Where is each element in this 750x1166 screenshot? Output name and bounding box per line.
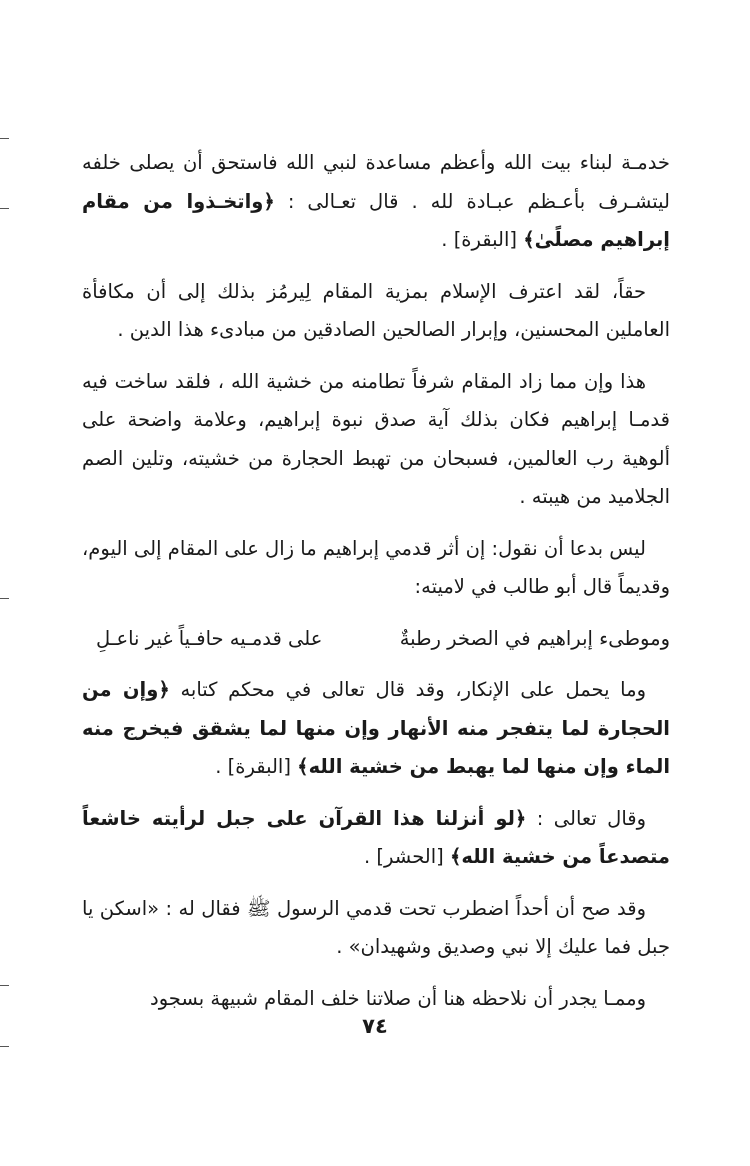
paragraph [82, 890, 670, 967]
poem-verse [82, 620, 670, 659]
paragraph [82, 144, 670, 260]
text-run: خدمـة لبناء بيت الله وأعظم مساعدة لنبي الله فاستحق أن يصلى خلفه ليتشـرف بأعـظم عبـادة لله . قال تعـالى : [82, 151, 670, 213]
paragraph [82, 671, 670, 787]
page-edge-mark [0, 208, 9, 209]
page-body-text [82, 144, 670, 1018]
text-run: وما يحمل على الإنكار، وقد قال تعالى في محكم كتابه [169, 678, 646, 701]
surah-reference: [البقرة] . [215, 755, 298, 778]
poem-first-hemistich: وموطىء إبراهيم في الصخر رطبةٌ [399, 626, 670, 650]
text-run: وقال تعالى : [526, 806, 647, 830]
quran-verse: ﴿واتخـذوا من مقام إبراهيم مصلًىٰ﴾ [82, 189, 670, 251]
text-run: ليس بدعا أن نقول: إن أثر قدمي إبراهيم ما زال على المقام إلى اليوم، وقديماً قال أبو طالب في لاميته: [82, 536, 670, 598]
quran-verse: ﴿وإن من الحجارة لما يتفجر منه الأنهار وإن منها لما يشقق فيخرج منه الماء وإن منها لما يهبط من خشية الله﴾ [82, 678, 670, 778]
text-run: حقاً، لقد اعترف الإسلام بمزية المقام لِيرمُز بذلك إلى أن مكافأة العاملين المحسنين، وإبرار الصالحين الصادقين من مبادىء هذا الدين . [82, 279, 670, 341]
page-edge-mark [0, 138, 9, 139]
surah-reference: [الحشر] . [364, 845, 450, 868]
surah-reference: [البقرة] . [441, 228, 524, 251]
text-run: وممـا يجدر أن نلاحظه هنا أن صلاتنا خلف المقام شبيهة بسجود [150, 986, 646, 1010]
text-run: وقد صح أن أحداً اضطرب تحت قدمي الرسول ﷺ فقال له : «اسكن يا جبل فما عليك إلا نبي وصديق وشهيدان» . [82, 896, 670, 958]
poem-second-hemistich: على قدمـيه حافـياً غير ناعـلِ [96, 626, 323, 650]
page-edge-mark [0, 985, 9, 986]
page-number: ٧٤ [362, 1014, 388, 1038]
paragraph [82, 980, 670, 1019]
text-run: هذا وإن مما زاد المقام شرفاً تطامنه من خشية الله ، فلقد ساخت فيه قدمـا إبراهيم فكان بذلك آية صدق نبوة إبراهيم، وعلامة واضحة على ألوهية رب العالمين، فسبحان من تهبط الحجارة من خشيته، وتلين الصم الجلاميد من هيبته . [82, 369, 670, 508]
page-edge-mark [0, 598, 9, 599]
paragraph [82, 363, 670, 517]
page-edge-mark [0, 1046, 9, 1047]
paragraph [82, 273, 670, 350]
paragraph [82, 800, 670, 877]
paragraph [82, 530, 670, 607]
quran-verse: ﴿لو أنزلنا هذا القرآن على جبل لرأيته خاشعاً متصدعاً من خشية الله﴾ [82, 806, 670, 868]
